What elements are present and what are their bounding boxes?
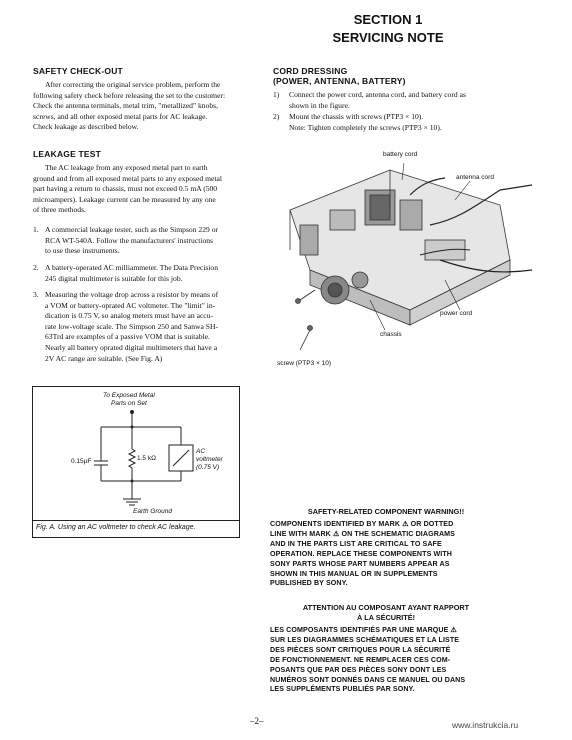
item-line: Measuring the voltage drop across a resistor by means of <box>45 290 219 299</box>
cord-step-1 <box>273 90 513 112</box>
warning-line: SONY PARTS WHOSE PART NUMBERS APPEAR AS <box>270 559 450 568</box>
leakage-method-1 <box>33 225 273 259</box>
battery-cord-label: battery cord <box>383 151 418 158</box>
power-cord-label: power cord <box>440 310 473 317</box>
safety-line: After correcting the original service problem, perform the <box>45 80 221 89</box>
item-line: a VOM or battery-oprated AC voltmeter. The "limit" in- <box>45 300 216 310</box>
warning-fr-heading-2: À LA SÉCURITÉ! <box>356 613 416 622</box>
leakage-line: ground and from all exposed metal parts to any exposed metal <box>33 173 222 183</box>
warning-fr-body <box>270 626 510 695</box>
cord-step-2 <box>273 112 513 134</box>
item-number: 1. <box>33 225 39 234</box>
item-line: A commercial leakage tester, such as the Simpson 229 or <box>45 225 219 234</box>
warning-line: LINE WITH MARK ⚠ ON THE SCHEMATIC DIAGRAMS <box>270 529 456 538</box>
item-line: RCA WT-540A. Follow the manufacturers' instructions <box>45 235 213 245</box>
chassis-illustration <box>270 150 540 380</box>
warning-line: AND IN THE PARTS LIST ARE CRITICAL TO SAFE <box>270 539 442 548</box>
item-line: to use these instruments. <box>45 246 120 256</box>
cord-heading: CORD DRESSING <box>273 66 348 76</box>
safety-heading: SAFETY CHECK-OUT <box>33 66 123 76</box>
warning-line: SHOWN IN THIS MANUAL OR IN SUPPLEMENTS <box>270 569 438 578</box>
screw-label: screw (PTP3 × 10) <box>277 360 332 367</box>
warning-line: NUMÉROS SONT DONNÉS DANS CE MANUEL OU DANS <box>270 675 466 684</box>
safety-line: following safety check before releasing the set to the customer: <box>33 90 226 100</box>
resistor-label: 1.5 kΩ <box>137 455 156 462</box>
leakage-line: The AC leakage from any exposed metal part to earth <box>45 163 208 172</box>
warning-line: OPERATION. REPLACE THESE COMPONENTS WITH <box>270 549 453 558</box>
warning-line: COMPONENTS IDENTIFIED BY MARK ⚠ OR DOTTED <box>270 520 454 528</box>
antenna-cord-label: antenna cord <box>456 174 494 181</box>
leakage-line: part having a return to chassis, must not exceed 0.5 mA (500 <box>33 184 218 194</box>
figure-top-label-1: To Exposed Metal <box>103 392 155 399</box>
meter-label-1: AC <box>196 448 206 455</box>
watermark: www.instrukcia.ru <box>452 720 519 730</box>
item-line: Note: Tighten completely the screws (PTP3 × 10). <box>289 122 442 132</box>
leakage-line: microampers). Leakage current can be measured by any one <box>33 194 216 204</box>
leakage-heading: LEAKAGE TEST <box>33 149 102 159</box>
warning-fr-heading-1: ATTENTION AU COMPOSANT AYANT RAPPORT <box>302 603 470 612</box>
safety-line: Check the antenna terminals, metal trim, "metallized" knobs, <box>33 101 219 111</box>
section-subtitle: SERVICING NOTE <box>332 30 444 45</box>
figure-a-frame <box>32 386 240 538</box>
item-number: 3. <box>33 290 39 299</box>
capacitor-label: 0.15µF <box>71 458 92 465</box>
meter-label-2: voltmeter <box>196 456 223 463</box>
safety-line: Check leakage as described below. <box>33 122 139 132</box>
warning-line: DES PIÈCES SONT CRITIQUES POUR LA SÉCURITÉ <box>270 645 451 654</box>
leakage-method-3 <box>33 290 273 366</box>
warning-line: POSANTS QUE PAR DES PIÈCES SONY DONT LES <box>270 665 447 674</box>
item-line: Connect the power cord, antenna cord, and battery cord as <box>289 90 466 99</box>
item-line: 63Trd are examples of a passive VOM that is suitable. <box>45 332 210 342</box>
warning-line: LES SUPPLÉMENTS PUBLIÉS PAR SONY. <box>270 685 415 694</box>
item-line: Nearly all battery oprated digital multimeters that have a <box>45 342 218 352</box>
item-line: shown in the figure. <box>289 100 350 110</box>
chassis-label: chassis <box>380 331 402 338</box>
warning-line: SUR LES DIAGRAMMES SCHÉMATIQUES ET LA LISTE <box>270 635 460 644</box>
leakage-paragraph <box>33 163 273 216</box>
warning-line: PUBLISHED BY SONY. <box>270 579 348 588</box>
warning-en-heading: SAFETY-RELATED COMPONENT WARNING!! <box>307 507 465 516</box>
cord-subheading: (POWER, ANTENNA, BATTERY) <box>273 76 406 86</box>
item-line: 245 digital multimeter is suitable for this job. <box>45 273 183 283</box>
section-number: SECTION 1 <box>353 12 423 27</box>
leakage-method-2 <box>33 263 273 287</box>
item-line: dication is 0.75 V, so analog meters must have an accu- <box>45 311 214 321</box>
caption-divider <box>33 520 239 521</box>
warning-en-body <box>270 520 510 589</box>
leakage-line: of three methods. <box>33 205 86 215</box>
figure-caption: Fig. A. Using an AC voltmeter to check AC leakage. <box>36 524 196 531</box>
item-number: 1) <box>273 90 280 99</box>
page-number: –2– <box>250 716 264 726</box>
warning-line: LES COMPOSANTS IDENTIFIÉS PAR UNE MARQUE ⚠ <box>270 626 457 634</box>
figure-top-label-2: Parts on Set <box>111 400 147 407</box>
item-line: A battery-operated AC milliammeter. The Data Precision <box>45 263 218 272</box>
item-line: rate low-voltage scale. The Simpson 250 and Sanwa SH- <box>45 321 219 331</box>
warning-line: DE FONCTIONNEMENT. NE REMPLACER CES COM- <box>270 655 451 664</box>
item-number: 2) <box>273 112 280 121</box>
item-line: Mount the chassis with screws (PTP3 × 10). <box>289 112 424 121</box>
ground-label: Earth Ground <box>133 508 173 515</box>
safety-line: screws, and all other exposed metal parts for AC leakage. <box>33 111 208 121</box>
item-number: 2. <box>33 263 39 272</box>
meter-label-3: (0.75 V) <box>196 464 220 471</box>
item-line: 2V AC range are suitable. (See Fig. A) <box>45 353 163 363</box>
safety-paragraph <box>33 80 273 133</box>
section-title <box>298 11 478 47</box>
